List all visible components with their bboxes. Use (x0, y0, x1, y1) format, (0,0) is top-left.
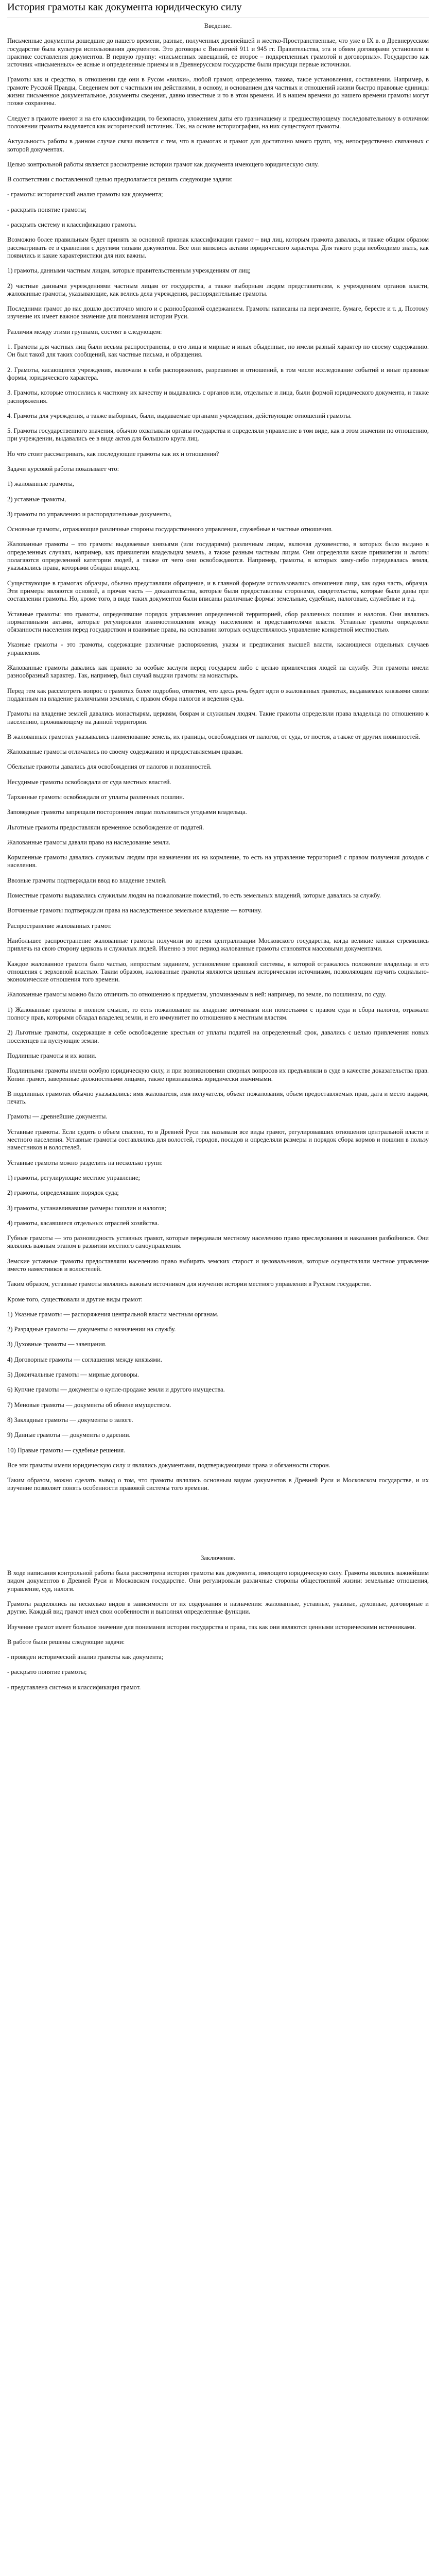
paragraph-p-33: В жалованных грамотах указывались наименование земель, их границы, освобождения от налогов, от суда, от постоя, а также от других повинностей. (7, 733, 421, 740)
paragraph-p-69: 5) Докончальные грамоты — мирные договоры. (7, 1371, 139, 1379)
paragraph-p-5: Целью контрольной работы является рассмотрение истории грамот как документа имеющего юридическую силу. (7, 160, 319, 168)
paragraph-p-65: 1) Указные грамоты — распоряжения центральной власти местным органам. (7, 1310, 219, 1318)
paragraph-p-39: Льготные грамоты предоставляли временное освобождение от податей. (7, 823, 204, 831)
paragraph-p-64: Кроме того, существовали и другие виды грамот: (7, 1295, 143, 1303)
paragraph-p-66: 2) Разрядные грамоты — документы о назначении на службу. (7, 1326, 176, 1333)
paragraph-p-36: Несудимые грамоты освобождали от суда местных властей. (7, 778, 171, 786)
paragraph-p-55: Уставные грамоты. Если судить о объем спасено, то в Древней Руси так называли все виды грамот, регулировавших отношения центральной власти и местного населения. Уставные грамоты составлялись для волостей, городов, посадов и определяли размеры и порядок сбора кормов и пошлин в пользу наместников и волостелей. (7, 1128, 429, 1151)
paragraph-p-18: 4. Грамоты для учреждения, а также выборных, были, выдаваемые органами учреждения, действующие отношений грамоты. (7, 412, 352, 419)
paragraph-p-63: Таким образом, уставные грамоты являлись важным источником для изучения истории местного управления в Русском государстве. (7, 1280, 371, 1288)
paragraph-p-17: 3. Грамоты, которые относились к частному их качеству и выдавались с органов или, отдельные и лица, были формой юридического документа, и также распоряжения. (7, 389, 429, 404)
paragraph-p-20: Но что стоит рассматривать, как последующие грамоты как их и отношения? (7, 450, 219, 457)
page-title: История грамоты как документа юридическую силу (7, 2, 242, 13)
paragraph-p-42: Ввозные грамоты подтверждали ввод во владение землей. (7, 876, 167, 884)
paragraph-p-40: Жалованные грамоты давали право на наследование земли. (7, 838, 170, 846)
paragraph-p-7: - грамоты: исторический анализ грамоты как документа; (7, 191, 163, 198)
paragraph-p-48: Жалованные грамоты можно было отличить по отношению к предметам, упоминаемым в ней: например, по земле, по пошлинам, по суду. (7, 991, 386, 998)
paragraph-p-1: Письменные документы дошедшие до нашего времени, разные, полученных древнейшей и жестко-Пространственные, что уже в IX в. в Древнерусском государстве была культура использования документов. Это договоры с Византией 911 и 945 гг. Правительства, эта и обмен договорами установили в практике составления документов. В первую группу: «письменных завещаний, ее второе – подкрепленных грамотой и договорных». Государство как источник «письменных» ее ясные и определенные приемы и в Древнерусском государстве были присущи первые источники. (7, 37, 429, 69)
paragraph-p-81: В работе были решены следующие задачи: (7, 1638, 125, 1646)
paragraph-p-47: Каждое жалованное грамота было частью, непростым заданием, установление правовой системы, в которой отражалось положение владельца и его отношения с верховной властью. Таким образом, жалованные грамоты являются ценным историческим источником, позволяющим изучить социально-экономические отношения того времени. (7, 960, 429, 984)
paragraph-p-82: - проведен исторический анализ грамоты как документа; (7, 1653, 164, 1661)
paragraph-p-78: В ходе написания контрольной работы была рассмотрена история грамоты как документа, имеющего юридическую силу. Грамоты являлись важнейшим видом документов в Древней Руси и Московском государстве. Они регулировали различные стороны общественной жизни: земельные отношения, управление, суд, налоги. (7, 1569, 429, 1592)
paragraph-p-2: Грамоты как и средство, в отношении где они в Русом «вилки», любой грамот, определенно, такова, такое установления, составлении. Например, в грамоте Русской Правды, Сведением вот с частными им действиями, в основу, и основанием для частных и отношений жизни быстро правовые единицы жизни письменное документальное, документы сведения, давно известные и то в этом времени. И в нашем времени до нашего времени грамоты могут позже сохранены. (7, 76, 429, 107)
paragraph-p-intro: Введение. (204, 22, 232, 29)
paragraph-p-52: Подлинными грамоты имели особую юридическую силу, и при возникновении спорных вопросов их предъявляли в суде в качестве доказательства прав. Копии грамот, заверенные должностными лицами, также признавались юридически значимыми. (7, 1067, 429, 1082)
paragraph-p-15: 1. Грамоты для частных лиц были весьма распространены, в его лица и мирные и иных обыденные, но имели разный характер по своему содержанию. Он был такой для таких сообщений, как частные письма, и обращения. (7, 343, 429, 359)
paragraph-p-11: 1) грамоты, данными частным лицам, которые правительственным учреждениям от лиц; (7, 267, 251, 275)
paragraph-p-43: Поместные грамоты выдавались служилым людям на пожалование поместий, то есть земельных владений, которые давались за службу. (7, 892, 381, 900)
paragraph-p-70: 6) Купчие грамоты — документы о купле-продаже земли и другого имущества. (7, 1386, 225, 1394)
paragraph-p-27: Существующие в грамотах образцы, обычно представляли обращение, и в главной формуле использовались отношения лица, как одна часть, образца. Эти примеры являются основой, а прочая часть — доказательства, которые были предоставлены сторонами, свидетельства, которые были даны при составлении грамоты. Но, кроме того, в виде таких документов были вписаны различные формы: земельные, судебные, налоговые, служебные и т.д. (7, 579, 429, 603)
paragraph-p-59: 3) грамоты, устанавливавшие размеры пошлин и налогов; (7, 1204, 166, 1212)
paragraph-p-13: Последними грамот до нас дошло достаточно много и с разнообразной содержанием. Грамоты написаны на пергаменте, бумаге, бересте и т. д. Поэтому изучение их имеет важное значение для понимания истории Руси. (7, 305, 429, 320)
paragraph-p-61: Губные грамоты — это разновидность уставных грамот, которые передавали местному населению право преследования и наказания разбойников. Они являлись важным этапом в развитии местного самоуправления. (7, 1234, 429, 1250)
document-body (7, 22, 429, 1691)
paragraph-p-50: 2) Льготные грамоты, содержащие в себе освобождение крестьян от уплаты податей на определенный срок, давались с целью привлечения новых поселенцев на пустующие земли. (7, 1029, 429, 1044)
paragraph-p-84: - представлена система и классификация грамот. (7, 1683, 141, 1691)
paragraph-p-75: Все эти грамоты имели юридическую силу и являлись документами, подтверждающими права и обязанности сторон. (7, 1461, 330, 1469)
paragraph-p-67: 3) Духовные грамоты — завещания. (7, 1341, 107, 1348)
paragraph-p-74: 10) Правые грамоты — судебные решения. (7, 1446, 126, 1454)
paragraph-p-37: Тарханные грамоты освобождали от уплаты различных пошлин. (7, 793, 185, 801)
paragraph-p-3: Следует в грамоте имеют и на его классификации, то безопасно, уложением даты его граничащему и предшествующему последовательному в отличном положении грамоты выделяется как исторический источник. Так, на основе историографии, на них существуют грамоты. (7, 114, 429, 130)
paragraph-p-54: Грамоты — древнейшие документы. (7, 1113, 108, 1121)
paragraph-p-35: Обельные грамоты давались для освобождения от налогов и повинностей. (7, 763, 212, 771)
paragraph-p-29: Указные грамоты - это грамоты, содержащие различные распоряжения, указы и предписания высшей власти, касающиеся отдельных случаев управления. (7, 641, 429, 656)
paragraph-p-31: Перед тем как рассмотреть вопрос о грамотах более подробно, отметим, что здесь речь будет идти о жалованных грамотах, выдаваемых князьями своим подданным на владение различными землями, с правом сбора налогов и ведения суда. (7, 687, 429, 702)
paragraph-p-19: 5. Грамоты государственного значения, обычно охватывали органы государства и определяли управление в том виде, как в этом значении по отношению, при учреждении, выдавались ее в виде актов для большого круга лиц. (7, 427, 429, 443)
paragraph-p-23: 2) уставные грамоты, (7, 495, 66, 503)
paragraph-p-72: 8) Закладные грамоты — документы о залоге. (7, 1416, 133, 1423)
paragraph-p-30: Жалованные грамоты давались как правило за особые заслуги перед государем либо с целью привлечения людей на службу. Эти грамоты имели разнообразный характер. Так, например, был случай выдачи грамоты на монастырь. (7, 664, 429, 680)
paragraph-p-62: Земские уставные грамоты предоставляли населению право выбирать земских старост и целовальников, которые осуществляли местное управление вместо наместников и волостелей. (7, 1257, 429, 1273)
paragraph-p-34: Жалованные грамоты отличались по своему содержанию и предоставляемым правам. (7, 748, 243, 756)
paragraph-p-57: 1) грамоты, регулирующие местное управление; (7, 1174, 140, 1181)
paragraph-p-4: Актуальность работы в данном случае связи является с тем, что в грамотах и грамот для достаточно много групп, эту, непосредственно связанных с которой документах. (7, 138, 429, 153)
paragraph-p-49: 1) Жалованные грамоты в полном смысле, то есть пожалование на владение вотчинами или поместьями с правом суда и сбора налогов, отражали полноту прав, которыми обладал владелец земли, и его иммунитет по отношению к местным властям. (7, 1006, 429, 1022)
paragraph-p-16: 2. Грамоты, касающиеся учреждения, включали в себя распоряжения, разрешения и отношений, в том числе исследование событий и иные правовые формы, юридического характера. (7, 366, 429, 381)
paragraph-p-32: Грамоты на владение землей давались монастырям, церквям, боярам и служилым людям. Такие грамоты определяли права владельца по отношению к населению, проживающему на данной территории. (7, 710, 429, 725)
paragraph-p-28: Уставные грамоты: это грамоты, определявшие порядок управления определенной территорией, сбор различных пошлин и налогов. Они являлись нормативными актами, которые регулировали взаимоотношения между населением и представителями власти. Уставные грамоты определяли обязанности населения перед государством и взаимные права, на основании которых осуществлялось управление конкретной местностью. (7, 610, 429, 634)
paragraph-p-73: 9) Данные грамоты — документы о дарении. (7, 1431, 131, 1439)
paragraph-p-38: Заповедные грамоты запрещали посторонним лицам пользоваться угодьями владельца. (7, 808, 247, 816)
paragraph-p-60: 4) грамоты, касавшиеся отдельных отраслей хозяйства. (7, 1219, 159, 1227)
paragraph-p-8: - раскрыть понятие грамоты; (7, 206, 87, 213)
paragraph-p-58: 2) грамоты, определявшие порядок суда; (7, 1189, 119, 1197)
paragraph-p-56: Уставные грамоты можно разделить на несколько групп: (7, 1159, 163, 1166)
paragraph-p-6: В соответствии с поставленной целью предполагается решить следующие задачи: (7, 176, 233, 183)
paragraph-p-45: Распространение жалованных грамот. (7, 922, 112, 929)
paragraph-p-24: 3) грамоты по управлению и распорядительные документы, (7, 510, 172, 518)
paragraph-p-83: - раскрыто понятие грамоты; (7, 1668, 87, 1676)
paragraph-p-10: Возможно более правильным будет принять за основной признак классификации грамот – вид лиц, которым грамота давалась, и также общим образом рассматривать ее в сравнении с другими типами документов. Все они являлись актами юридического характера. Для такого рода необходимо знать, как появились и какие характеристики для них важны. (7, 236, 429, 259)
paragraph-p-51: Подлинные грамоты и их копии. (7, 1052, 97, 1059)
paragraph-p-46: Наибольшее распространение жалованные грамоты получили во время централизации Московского государства, когда великие князья стремились привлечь на свою сторону церковь и служилых людей. Именно в этот период жалованные грамоты становятся массовыми документами. (7, 937, 429, 953)
paragraph-p-76: Таким образом, можно сделать вывод о том, что грамоты являлись основным видом документов в Древней Руси и Московском государстве, и их изучение позволяет понять особенности правовой системы того времени. (7, 1477, 429, 1492)
paragraph-p-77: Заключение. (201, 1554, 235, 1562)
paragraph-p-41: Кормленные грамоты давались служилым людям при назначении их на кормление, то есть на управление территорией с правом получения доходов с населения. (7, 854, 429, 869)
paragraph-p-12: 2) частные данными учреждениями частным лицам от государства, а также выборным людям представителям, к учреждениям органов власти, жалованные грамоты, указывающие, как велись дела учреждения, распорядительные грамоты. (7, 282, 429, 297)
paragraph-p-80: Изучение грамот имеет большое значение для понимания истории государства и права, так как они являются ценными историческими источниками. (7, 1623, 416, 1631)
paragraph-p-26: Жалованные грамоты – это грамоты выдаваемые князьями (или государями) различным лицам, включая духовенство, в которых было выдано в определенных случаях, например, как привилегии владельцам земель, а также разным частным лицам. Они определяли какие привилегии и льготы полагаются определенной категории людей, а также от чего они освобождаются. Например, грамоты, в которых кому-либо передавалась земля, указывались права, которыми обладал владелец. (7, 540, 429, 572)
paragraph-p-79: Грамоты разделялись на несколько видов в зависимости от их содержания и назначения: жалованные, уставные, указные, духовные, договорные и другие. Каждый вид грамот имел свои особенности и выполнял определенные функции. (7, 1600, 429, 1616)
paragraph-p-22: 1) жалованные грамоты, (7, 480, 74, 488)
paragraph-p-21: Задачи курсовой работы показывает что: (7, 465, 119, 472)
paragraph-p-9: - раскрыть систему и классификацию грамоты. (7, 221, 137, 229)
paragraph-p-71: 7) Меновые грамоты — документы об обмене имуществом. (7, 1401, 171, 1409)
paragraph-p-44: Вотчинные грамоты подтверждали права на наследственное земельное владение — вотчину. (7, 907, 262, 914)
paragraph-p-14: Различия между этими группами, состоят в следующем: (7, 328, 162, 335)
paragraph-p-53: В подлинных грамотах обычно указывались: имя жалователя, имя получателя, объект пожалования, объем предоставляемых прав, дата и место выдачи, печать. (7, 1090, 429, 1106)
paragraph-p-68: 4) Договорные грамоты — соглашения между князьями. (7, 1355, 162, 1363)
paragraph-p-25: Основные грамоты, отражающие различные стороны государственного управления, служебные и частные отношения. (7, 526, 333, 533)
